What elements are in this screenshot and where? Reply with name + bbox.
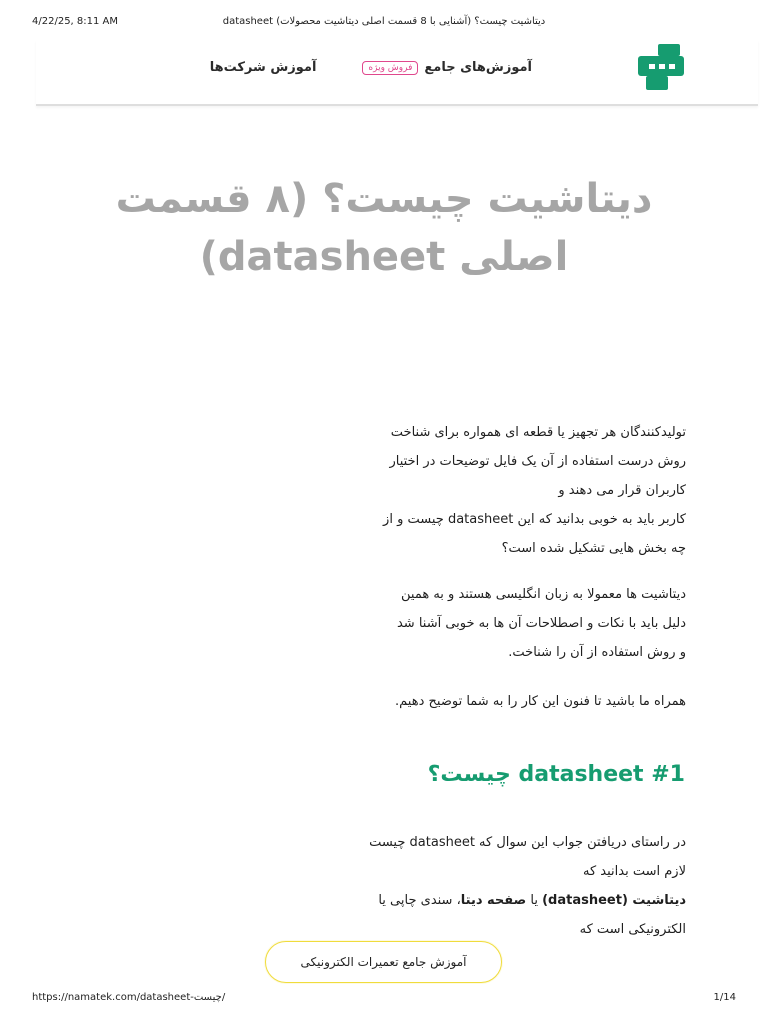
paragraph-line: در راستای دریافتن جواب این سوال که datasheet چیست xyxy=(369,835,686,850)
namatek-logo-icon[interactable] xyxy=(636,42,688,94)
electronics-repair-course-button[interactable]: آموزش جامع تعمیرات الکترونیکی xyxy=(265,941,502,983)
page-title xyxy=(60,170,708,286)
special-sale-badge[interactable]: فروش ویژه xyxy=(362,61,418,75)
language-paragraph xyxy=(330,580,686,667)
intro-line: کاربران قرار می دهند و xyxy=(558,483,686,498)
paragraph-line xyxy=(330,886,686,915)
print-header xyxy=(32,16,736,30)
paragraph-line: لازم است بدانید که xyxy=(583,864,686,879)
section-heading-what-is-datasheet: #1 datasheet چیست؟ xyxy=(427,762,685,787)
site-header xyxy=(36,40,758,106)
intro-line: چه بخش هایی تشکیل شده است؟ xyxy=(501,541,686,556)
intro-paragraph xyxy=(330,418,686,563)
paragraph-line: دیتاشیت ها معمولا به زبان انگلیسی هستند و به همین xyxy=(401,587,686,602)
intro-line: کاربر باید به خوبی بدانید که این datasheet چیست و از xyxy=(383,512,686,527)
paragraph-line: و روش استفاده از آن را شناخت. xyxy=(508,645,686,660)
join-paragraph xyxy=(330,687,686,716)
intro-line: تولیدکنندگان هر تجهیز یا قطعه ای همواره برای شناخت xyxy=(390,425,686,440)
main-nav xyxy=(210,60,532,75)
print-document-title: دیتاشیت چیست؟ (آشنایی با 8 قسمت اصلی دیتاشیت محصولات) datasheet xyxy=(222,16,546,27)
nav-comprehensive-courses[interactable]: آموزش‌های جامع xyxy=(424,60,532,75)
paragraph-line: همراه ما باشید تا فنون این کار را به شما توضیح دهیم. xyxy=(395,694,686,709)
paragraph-line: الکترونیکی است که xyxy=(579,922,686,937)
print-page-number: 1/14 xyxy=(713,992,736,1003)
intro-line: روش درست استفاده از آن یک فایل توضیحات در اختیار xyxy=(389,454,686,469)
bold-term-datasheet: دیتاشیت (datasheet) xyxy=(542,893,686,908)
inline-text: یا xyxy=(526,893,543,908)
inline-text: ، سندی چاپی یا xyxy=(378,893,461,908)
print-date: 4/22/25, 8:11 AM xyxy=(32,16,119,27)
paragraph-line: دلیل باید با نکات و اصطلاحات آن ها به خوبی آشنا شد xyxy=(396,616,686,631)
page-title-line-1: دیتاشیت چیست؟ (۸ قسمت xyxy=(115,176,653,222)
print-url: https://namatek.com/datasheet-چیست/ xyxy=(32,992,226,1003)
page-title-line-2: اصلی datasheet) xyxy=(199,234,569,280)
section-1-paragraph xyxy=(330,828,686,944)
nav-company-training[interactable]: آموزش شرکت‌ها xyxy=(209,60,317,75)
bold-term-data-page: صفحه دیتا xyxy=(460,893,527,908)
print-footer xyxy=(32,992,736,1006)
